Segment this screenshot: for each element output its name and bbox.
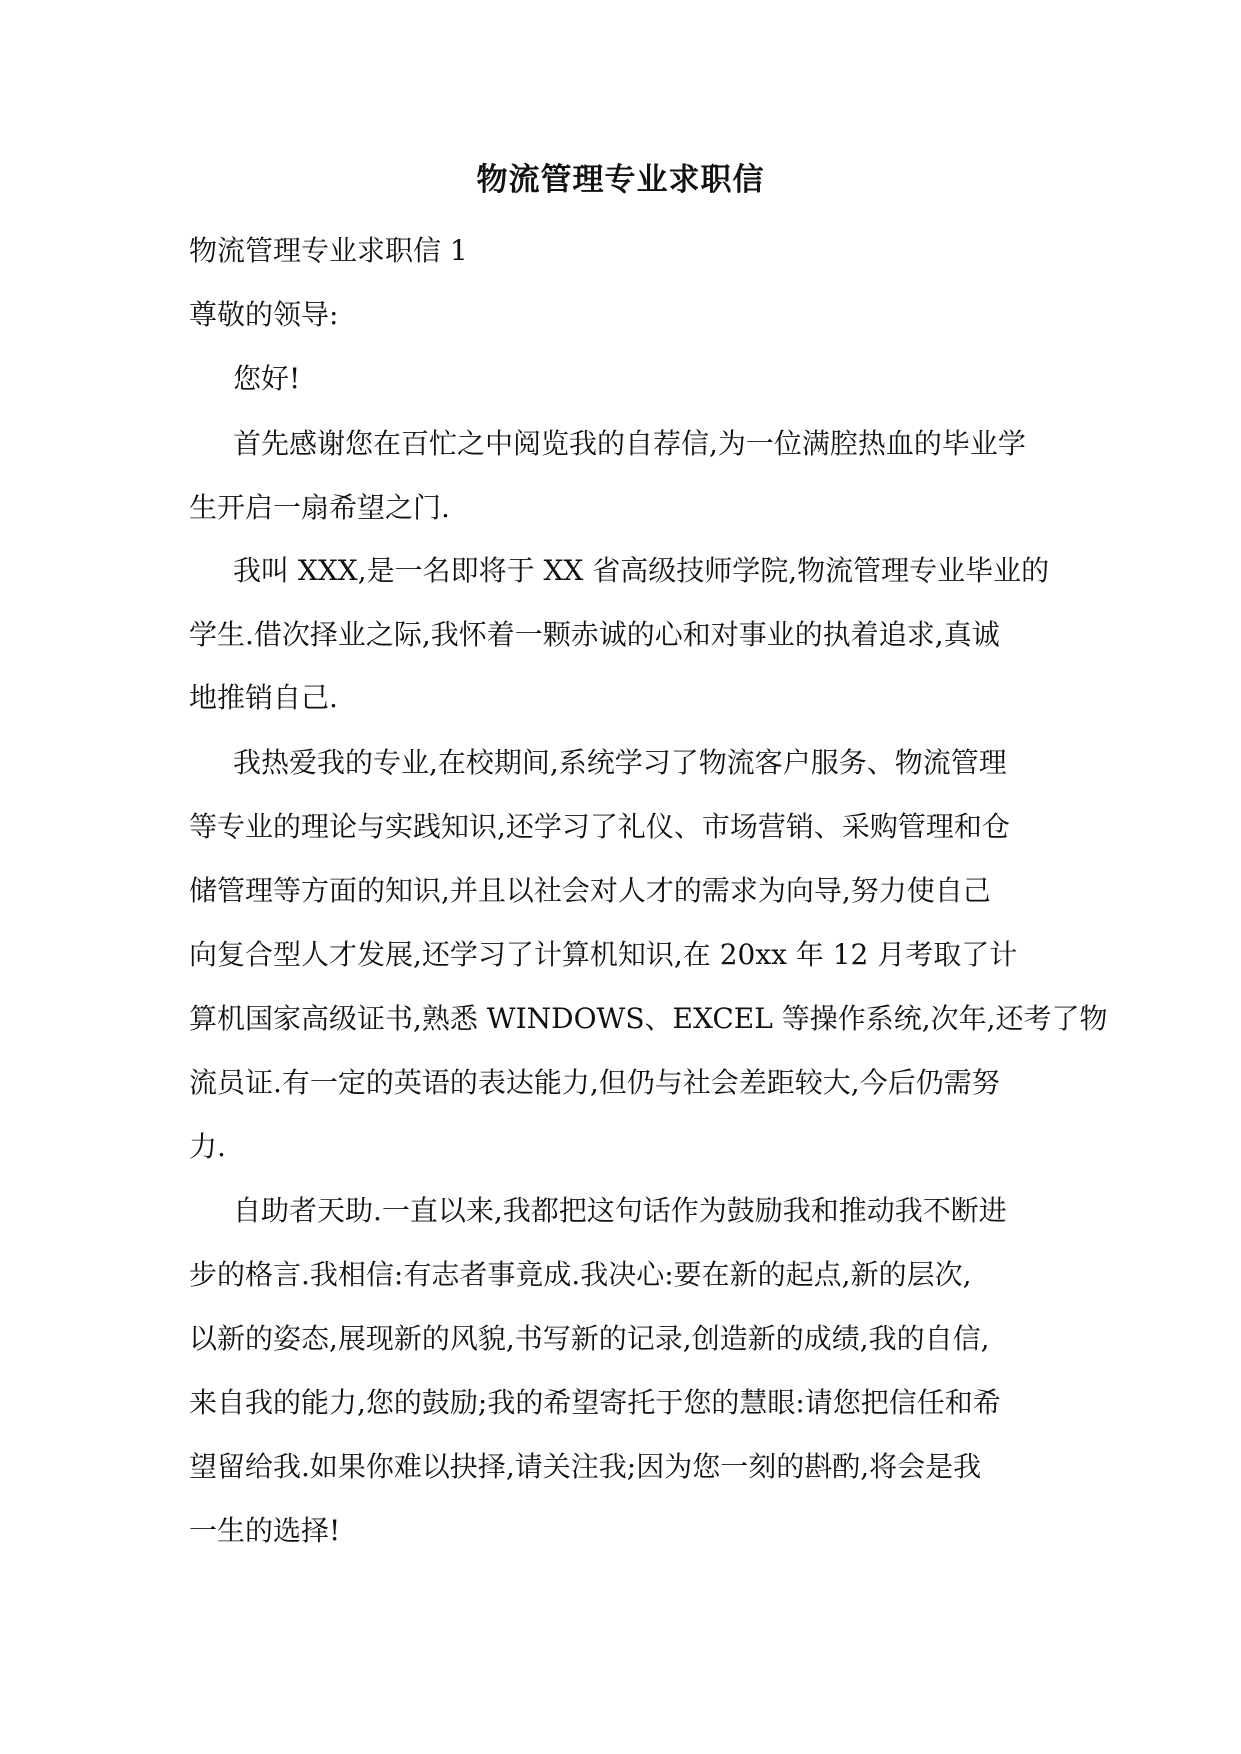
body-line: 地推销自己. <box>189 681 338 714</box>
body-line: 自助者天助.一直以来,我都把这句话作为鼓励我和推动我不断进 <box>233 1194 1007 1227</box>
body-line: 我热爱我的专业,在校期间,系统学习了物流客户服务、物流管理 <box>233 746 1007 779</box>
body-line: 首先感谢您在百忙之中阅览我的自荐信,为一位满腔热血的毕业学 <box>233 427 1026 460</box>
body-line: 储管理等方面的知识,并且以社会对人才的需求为向导,努力使自己 <box>189 874 991 907</box>
body-line: 一生的选择! <box>189 1514 341 1547</box>
body-line: 来自我的能力,您的鼓励;我的希望寄托于您的慧眼:请您把信任和希 <box>189 1386 1001 1419</box>
body-line: 流员证.有一定的英语的表达能力,但仍与社会差距较大,今后仍需努 <box>189 1066 1000 1099</box>
body-line: 以新的姿态,展现新的风貌,书写新的记录,创造新的成绩,我的自信, <box>189 1322 990 1355</box>
body-line: 望留给我.如果你难以抉择,请关注我;因为您一刻的斟酌,将会是我 <box>189 1450 982 1483</box>
document-title: 物流管理专业求职信 <box>476 162 765 198</box>
body-line: 算机国家高级证书,熟悉 WINDOWS、EXCEL 等操作系统,次年,还考了物 <box>189 1002 1108 1035</box>
body-line: 我叫 XXX,是一名即将于 XX 省高级技师学院,物流管理专业毕业的 <box>233 554 1050 587</box>
salutation: 尊敬的领导: <box>189 298 339 331</box>
body-line: 等专业的理论与实践知识,还学习了礼仪、市场营销、采购管理和仓 <box>189 810 1010 843</box>
document-subtitle: 物流管理专业求职信 1 <box>189 234 468 267</box>
body-line: 力. <box>189 1130 226 1163</box>
body-line: 向复合型人才发展,还学习了计算机知识,在 20xx 年 12 月考取了计 <box>189 938 1018 971</box>
body-line: 学生.借次择业之际,我怀着一颗赤诚的心和对事业的执着追求,真诚 <box>189 618 1000 651</box>
body-line: 步的格言.我相信:有志者事竟成.我决心:要在新的起点,新的层次, <box>189 1258 972 1291</box>
body-line: 生开启一扇希望之门. <box>189 491 450 524</box>
greeting: 您好! <box>233 362 301 395</box>
